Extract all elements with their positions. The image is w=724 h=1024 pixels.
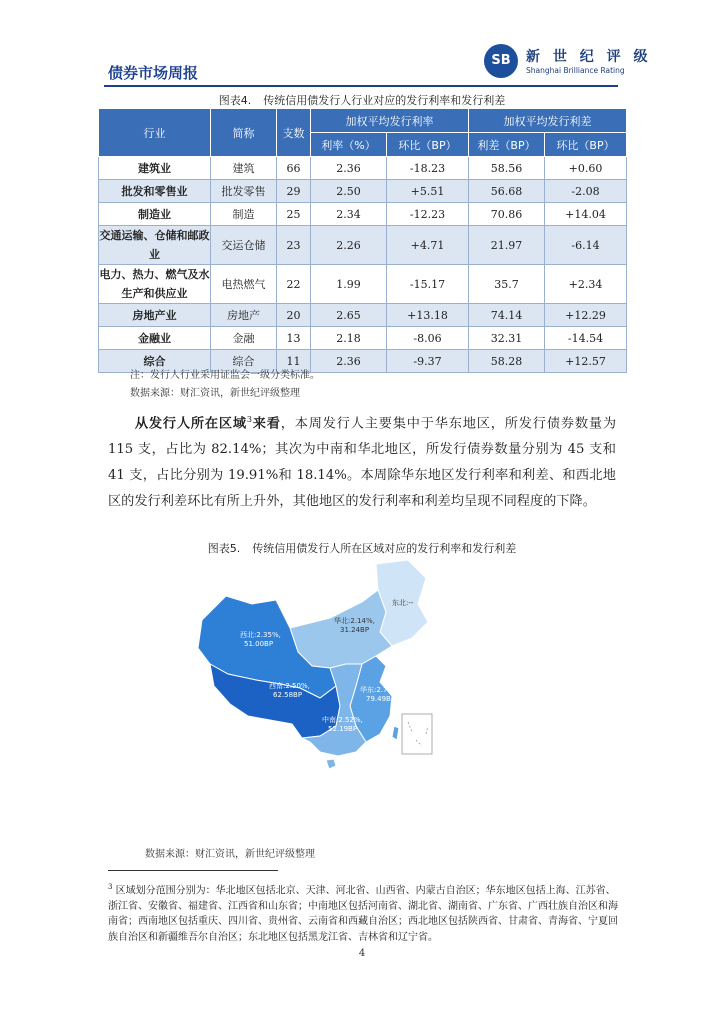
cell-rate-change: +13.18 <box>387 304 469 327</box>
cell-spread: 70.86 <box>469 203 545 226</box>
cell-spread-change: +0.60 <box>545 157 627 180</box>
label-north-rate: 华北:2.14%, <box>334 617 375 625</box>
header-spread-change: 环比（BP） <box>545 133 627 157</box>
cell-abbr: 综合 <box>211 350 277 373</box>
cell-spread: 56.68 <box>469 180 545 203</box>
table-note: 注：发行人行业采用证监会一级分类标准。 <box>130 370 320 381</box>
cell-rate: 2.36 <box>311 350 387 373</box>
cell-industry: 交通运输、仓储和邮政业 <box>99 226 211 265</box>
table-row <box>99 304 627 327</box>
cell-count: 23 <box>277 226 311 265</box>
header-abbr: 简称 <box>211 109 277 157</box>
south-sea-inset <box>402 714 432 754</box>
logo-cn-text: 新 世 纪 评 级 <box>526 49 652 65</box>
label-central-rate: 中南:2.52%, <box>322 716 363 724</box>
footnote <box>108 880 618 945</box>
cell-spread-change: -6.14 <box>545 226 627 265</box>
island-hainan <box>326 759 336 769</box>
cell-industry: 电力、热力、燃气及水生产和供应业 <box>99 265 211 304</box>
header-rate: 利率（%） <box>311 133 387 157</box>
cell-spread: 35.7 <box>469 265 545 304</box>
table-caption-label: 图表4. <box>218 94 252 107</box>
label-northwest-spread: 51.00BP <box>244 640 274 648</box>
cell-industry: 综合 <box>99 350 211 373</box>
cell-spread-change: +14.04 <box>545 203 627 226</box>
table-row <box>99 180 627 203</box>
page-number: 4 <box>358 948 366 959</box>
cell-industry: 金融业 <box>99 327 211 350</box>
map-caption <box>0 540 724 556</box>
cell-abbr: 交运仓储 <box>211 226 277 265</box>
south-sea-dashes <box>408 722 428 746</box>
cell-spread: 58.56 <box>469 157 545 180</box>
label-northeast: 东北:-- <box>392 599 414 607</box>
cell-spread: 32.31 <box>469 327 545 350</box>
header-group-rate: 加权平均发行利率 <box>311 109 469 133</box>
cell-count: 13 <box>277 327 311 350</box>
cell-abbr: 电热燃气 <box>211 265 277 304</box>
table-row <box>99 157 627 180</box>
region-paragraph <box>108 407 616 515</box>
cell-rate-change: -15.17 <box>387 265 469 304</box>
cell-rate: 2.34 <box>311 203 387 226</box>
label-east-rate: 华东:2.78%, <box>360 686 401 694</box>
cell-rate-change: -9.37 <box>387 350 469 373</box>
cell-industry: 制造业 <box>99 203 211 226</box>
cell-abbr: 制造 <box>211 203 277 226</box>
cell-rate: 2.26 <box>311 226 387 265</box>
cell-count: 20 <box>277 304 311 327</box>
cell-count: 11 <box>277 350 311 373</box>
footnote-number: 3 <box>108 883 113 891</box>
label-southwest-rate: 西南:2.50%, <box>269 682 310 690</box>
cell-spread-change: -14.54 <box>545 327 627 350</box>
footnote-divider <box>108 870 278 871</box>
table-row <box>99 327 627 350</box>
table-row <box>99 203 627 226</box>
cell-count: 25 <box>277 203 311 226</box>
header-spread: 利差（BP） <box>469 133 545 157</box>
cell-abbr: 金融 <box>211 327 277 350</box>
cell-count: 22 <box>277 265 311 304</box>
cell-abbr: 房地产 <box>211 304 277 327</box>
cell-industry: 房地产业 <box>99 304 211 327</box>
paragraph-lead-end: 来看 <box>251 416 281 432</box>
map-source: 数据来源：财汇资讯，新世纪评级整理 <box>145 849 315 860</box>
cell-spread: 58.28 <box>469 350 545 373</box>
cell-abbr: 建筑 <box>211 157 277 180</box>
cell-rate-change: -8.06 <box>387 327 469 350</box>
header-group-spread: 加权平均发行利差 <box>469 109 627 133</box>
header-divider <box>104 85 618 87</box>
report-title: 债券市场周报 <box>108 64 199 82</box>
china-region-map <box>180 556 480 818</box>
table-caption <box>0 92 724 108</box>
cell-rate: 2.65 <box>311 304 387 327</box>
logo-mark-icon: SB <box>484 44 518 78</box>
header-count: 支数 <box>277 109 311 157</box>
cell-rate: 2.36 <box>311 157 387 180</box>
table-row <box>99 226 627 265</box>
cell-rate-change: +4.71 <box>387 226 469 265</box>
label-east-spread: 79.49BP <box>366 695 396 703</box>
table-row <box>99 265 627 304</box>
label-north-spread: 31.24BP <box>340 626 370 634</box>
logo-en-text: Shanghai Brilliance Rating <box>526 66 625 75</box>
footnote-ref: 3 <box>246 415 252 424</box>
label-northwest-rate: 西北:2.35%, <box>240 631 281 639</box>
map-caption-label: 图表5. <box>207 542 241 555</box>
cell-rate-change: +5.51 <box>387 180 469 203</box>
cell-count: 66 <box>277 157 311 180</box>
cell-rate: 2.50 <box>311 180 387 203</box>
cell-rate-change: -18.23 <box>387 157 469 180</box>
header-industry: 行业 <box>99 109 211 157</box>
map-caption-text: 传统信用债发行人所在区域对应的发行利率和发行利差 <box>252 542 517 555</box>
cell-spread: 21.97 <box>469 226 545 265</box>
cell-spread: 74.14 <box>469 304 545 327</box>
island-taiwan <box>392 726 399 740</box>
cell-rate-change: -12.23 <box>387 203 469 226</box>
cell-spread-change: -2.08 <box>545 180 627 203</box>
cell-spread-change: +2.34 <box>545 265 627 304</box>
cell-rate: 1.99 <box>311 265 387 304</box>
cell-count: 29 <box>277 180 311 203</box>
industry-rate-table <box>98 108 627 373</box>
table-source: 数据来源：财汇资讯，新世纪评级整理 <box>130 388 300 399</box>
cell-industry: 建筑业 <box>99 157 211 180</box>
table-caption-text: 传统信用债发行人行业对应的发行利率和发行利差 <box>263 94 506 107</box>
header-rate-change: 环比（BP） <box>387 133 469 157</box>
label-southwest-spread: 62.58BP <box>273 691 303 699</box>
cell-rate: 2.18 <box>311 327 387 350</box>
label-central-spread: 52.19BP <box>328 725 358 733</box>
paragraph-body: ，本周发行人主要集中于华东地区，所发行债券数量为 115 支，占比为 82.14%；其次为中南和华北地区，所发行债券数量分别为 45 支和 41 支，占比分别为 19.91%和 18.14%。本周除华东地区发行利率和利差、和西北地区的发行利差环比有所上升外，其他地区的发行利率和利差均呈现不同程度的下降。 <box>108 416 617 510</box>
cell-spread-change: +12.29 <box>545 304 627 327</box>
cell-spread-change: +12.57 <box>545 350 627 373</box>
company-logo <box>484 44 652 84</box>
paragraph-lead: 从发行人所在区域 <box>134 416 247 432</box>
cell-industry: 批发和零售业 <box>99 180 211 203</box>
cell-abbr: 批发零售 <box>211 180 277 203</box>
footnote-text: 区域划分范围分别为：华北地区包括北京、天津、河北省、山西省、内蒙古自治区；华东地区包括上海、江苏省、浙江省、安徽省、福建省、江西省和山东省；中南地区包括河南省、湖北省、湖南省、广东省、广西壮族自治区和海南省；西南地区包括重庆、四川省、贵州省、云南省和西藏自治区；西北地区包括陕西省、甘肃省、青海省、宁夏回族自治区和新疆维吾尔自治区；东北地区包括黑龙江省、吉林省和辽宁省。 <box>108 885 618 943</box>
